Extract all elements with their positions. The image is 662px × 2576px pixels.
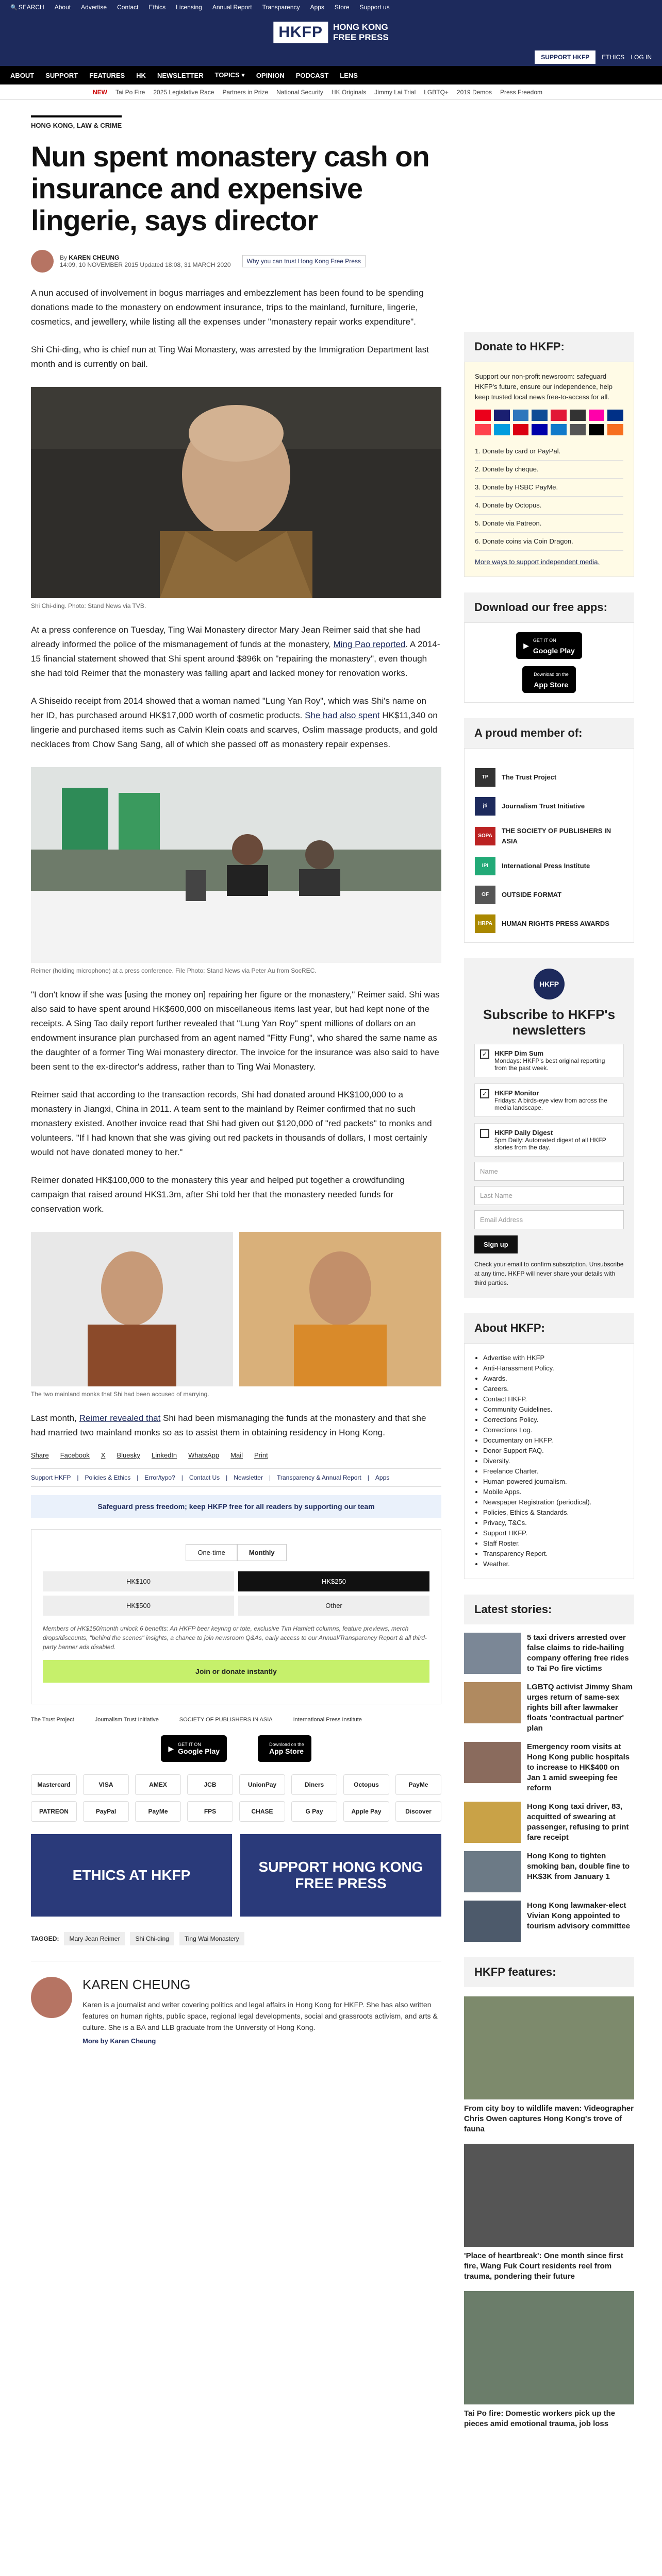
google-play-icon: ▶ bbox=[168, 1744, 174, 1753]
trending-item[interactable]: LGBTQ+ bbox=[424, 88, 449, 96]
payment-logo: PayPal bbox=[83, 1801, 129, 1822]
trust-link[interactable]: Why you can trust Hong Kong Free Press bbox=[242, 255, 366, 267]
trending-item[interactable]: Tai Po Fire bbox=[115, 88, 145, 96]
about-link[interactable]: • Mobile Apps. bbox=[483, 1487, 623, 1497]
article-dates: 14:09, 10 NOVEMBER 2015 Updated 18:08, 31 MARCH 2020 bbox=[60, 261, 231, 268]
about-link[interactable]: • Documentary on HKFP. bbox=[483, 1435, 623, 1446]
features-title: HKFP features: bbox=[464, 1957, 634, 1987]
apps-title: Download our free apps: bbox=[464, 592, 634, 622]
top-link-transparency[interactable]: Transparency bbox=[262, 4, 300, 11]
nav-lens[interactable]: LENS bbox=[340, 71, 358, 79]
checkbox-unchecked[interactable] bbox=[480, 1129, 489, 1138]
photo-caption: Reimer (holding microphone) at a press conference. File Photo: Stand News via Peter Au from SocREC. bbox=[31, 967, 317, 974]
about-link[interactable]: • Careers. bbox=[483, 1384, 623, 1394]
member-logo[interactable]: TP The Trust Project bbox=[475, 768, 623, 787]
member-logo[interactable]: OF OUTSIDE FORMAT bbox=[475, 886, 623, 904]
payment-logo: JCB bbox=[187, 1774, 233, 1795]
app-store-button[interactable]: Download on the App Store bbox=[522, 666, 576, 693]
story-thumbnail bbox=[464, 1682, 521, 1723]
about-link[interactable]: • Weather. bbox=[483, 1559, 623, 1569]
payment-logo: Discover bbox=[395, 1801, 441, 1822]
paragraph: Reimer donated HK$100,000 to the monastery this year and helped put together a crowdfunding campaign that raised around HK$1.3m, after Shi told her that the monastery needed funds for conservation work. bbox=[31, 1175, 405, 1214]
amount-option-other[interactable]: Other bbox=[238, 1596, 429, 1616]
article-title: Nun spent monastery cash on insurance and expensive lingerie, says director bbox=[31, 140, 429, 236]
login-link[interactable]: LOG IN bbox=[631, 54, 652, 61]
nav-support[interactable]: SUPPORT bbox=[45, 71, 78, 79]
member-logo[interactable]: HRPA HUMAN RIGHTS PRESS AWARDS bbox=[475, 914, 623, 933]
story-item[interactable]: Hong Kong lawmaker-elect Vivian Kong appointed to tourism advisory committee bbox=[464, 1901, 634, 1942]
donate-method[interactable]: 2. Donate by cheque. bbox=[475, 461, 623, 479]
about-link[interactable]: • Support HKFP. bbox=[483, 1528, 623, 1538]
share-mail[interactable]: Mail bbox=[230, 1451, 243, 1459]
transparency-link[interactable]: Transparency & Annual Report bbox=[277, 1474, 361, 1481]
support-links: Support HKFP | Policies & Ethics | Error/typo? | Contact Us | Newsletter | Transparency & Annual Report | Apps bbox=[31, 1468, 441, 1487]
tag[interactable]: Ting Wai Monastery bbox=[179, 1932, 244, 1945]
google-play-button[interactable]: ▶ GET IT ON Google Play bbox=[161, 1735, 227, 1762]
story-thumbnail bbox=[464, 1802, 521, 1843]
newsletter-option[interactable]: ✓ HKFP Dim Sum Mondays: HKFP's best original reporting from the past week. bbox=[474, 1044, 624, 1077]
about-link[interactable]: • Corrections Log. bbox=[483, 1425, 623, 1435]
payment-methods bbox=[31, 1774, 441, 1822]
newsletter-option[interactable]: HKFP Daily Digest 5pm Daily: Automated digest of all HKFP stories from the day. bbox=[474, 1123, 624, 1157]
donate-text: Support our non-profit newsroom: safeguard HKFP's future, ensure our independence, help keep trusted local news free-to-access for all. bbox=[475, 372, 613, 401]
story-thumbnail bbox=[464, 1742, 521, 1783]
nav-features[interactable]: FEATURES bbox=[89, 71, 125, 79]
story-item[interactable]: Hong Kong taxi driver, 83, acquitted of swearing at passenger, refusing to print fare receipt bbox=[464, 1802, 634, 1843]
story-item[interactable]: 5 taxi drivers arrested over false claims to ride-hailing company offering free rides to Tai Po fire victims bbox=[464, 1633, 634, 1674]
author-avatar bbox=[31, 1977, 72, 2018]
newsletter-title: Subscribe to HKFP's newsletters bbox=[483, 1007, 616, 1038]
press-conference-photo bbox=[31, 767, 441, 963]
about-panel bbox=[464, 1313, 634, 1579]
top-link-advertise[interactable]: Advertise bbox=[81, 4, 107, 11]
about-link[interactable]: • Donor Support FAQ. bbox=[483, 1446, 623, 1456]
search-link[interactable]: 🔍 SEARCH bbox=[10, 4, 44, 11]
about-link[interactable]: • Anti-Harassment Policy. bbox=[483, 1363, 623, 1374]
nav-newsletter[interactable]: NEWSLETTER bbox=[157, 71, 204, 79]
sidebar bbox=[464, 100, 634, 2429]
author-avatar bbox=[31, 250, 54, 273]
byline: By KAREN CHEUNG 14:09, 10 NOVEMBER 2015 Updated 18:08, 31 MARCH 2020 Why you can trust Hong Kong Free Press bbox=[31, 250, 441, 273]
newsletter-option[interactable]: ✓ HKFP Monitor Fridays: A birds-eye view from across the media landscape. bbox=[474, 1083, 624, 1117]
feature-item[interactable]: From city boy to wildlife maven: Videographer Chris Owen captures Hong Kong's trove of fauna bbox=[464, 1996, 634, 2134]
paragraph: At a press conference on Tuesday, Ting Wai Monastery director Mary Jean Reimer said that she had already informed the police of the mismanagement of funds at the monastery, Ming Pao reported. A 2014-15 financial statement showed that Shi spent around $896k on "repairing the monastery", even though she had told Reimer that the monastery was falling apart and lacked money for renovation works. bbox=[31, 625, 440, 678]
error-link[interactable]: Error/typo? bbox=[144, 1474, 175, 1481]
jti-badge[interactable]: Journalism Trust Initiative bbox=[94, 1717, 159, 1723]
apps-panel bbox=[464, 592, 634, 703]
about-link[interactable]: • Corrections Policy. bbox=[483, 1415, 623, 1425]
ming-pao-link[interactable]: Ming Pao reported bbox=[333, 639, 406, 649]
top-link-support[interactable]: Support us bbox=[359, 4, 390, 11]
donate-method[interactable]: 6. Donate coins via Coin Dragon. bbox=[475, 533, 623, 551]
about-link[interactable]: • Advertise with HKFP bbox=[483, 1353, 623, 1363]
google-play-icon: ▶ bbox=[523, 641, 529, 650]
feature-thumbnail bbox=[464, 1996, 634, 2099]
safeguard-banner[interactable]: Safeguard press freedom; keep HKFP free for all readers by supporting our team bbox=[31, 1495, 441, 1518]
join-donate-button[interactable]: Join or donate instantly bbox=[43, 1660, 429, 1683]
monks-photo bbox=[31, 1232, 441, 1386]
google-play-button[interactable]: ▶ GET IT ON Google Play bbox=[516, 632, 582, 659]
nun-portrait-image bbox=[31, 387, 441, 598]
app-buttons bbox=[31, 1735, 441, 1762]
tag[interactable]: Shi Chi-ding bbox=[130, 1932, 174, 1945]
feature-thumbnail bbox=[464, 2291, 634, 2404]
promo-banners bbox=[31, 1834, 441, 1917]
article bbox=[31, 100, 441, 2045]
sopa-badge[interactable]: SOCIETY OF PUBLISHERS IN ASIA bbox=[179, 1717, 273, 1723]
newsletter-note: Check your email to confirm subscription. Unsubscribe at any time. HKFP will never share your details with third parties. bbox=[474, 1261, 624, 1286]
donate-title: Donate to HKFP: bbox=[464, 332, 634, 362]
top-link-about[interactable]: About bbox=[54, 4, 71, 11]
about-title: About HKFP: bbox=[464, 1313, 634, 1343]
payment-icons bbox=[475, 410, 623, 435]
press-conference-image bbox=[31, 767, 441, 963]
payment-logo: Apple Pay bbox=[343, 1801, 389, 1822]
share-bar bbox=[31, 1451, 441, 1459]
amount-option-selected[interactable]: HK$250 bbox=[238, 1571, 429, 1591]
nav-topics[interactable]: TOPICS ▾ bbox=[214, 71, 245, 79]
first-name-input[interactable]: Name bbox=[474, 1162, 624, 1181]
member-logo[interactable]: IPI International Press Institute bbox=[475, 857, 623, 875]
latest-title: Latest stories: bbox=[464, 1595, 634, 1624]
search-icon: 🔍 bbox=[10, 5, 18, 11]
ethics-banner[interactable]: ETHICS AT HKFP bbox=[31, 1834, 232, 1917]
latest-panel bbox=[464, 1595, 634, 1942]
feature-item[interactable]: Tai Po fire: Domestic workers pick up the pieces amid emotional trauma, job loss bbox=[464, 2291, 634, 2429]
share-print[interactable]: Print bbox=[254, 1451, 268, 1459]
trending-item[interactable]: National Security bbox=[276, 88, 323, 96]
trending-item[interactable]: 2025 Legislative Race bbox=[153, 88, 214, 96]
payment-logo: PATREON bbox=[31, 1801, 77, 1822]
about-link[interactable]: • Privacy, T&Cs. bbox=[483, 1518, 623, 1528]
feature-item[interactable]: 'Place of heartbreak': One month since first fire, Wang Fuk Court residents reel from trauma, pondering their future bbox=[464, 2144, 634, 2282]
paragraph: Last month, Reimer revealed that Shi had been mismanaging the funds at the monastery and that she had married two mainland monks so as to assist them in obtaining residency in Hong Kong. bbox=[31, 1413, 426, 1437]
monks-image bbox=[31, 1232, 441, 1386]
trust-badges bbox=[31, 1717, 441, 1723]
amount-option[interactable]: HK$500 bbox=[43, 1596, 234, 1616]
nun-photo bbox=[31, 387, 441, 598]
payment-logo: FPS bbox=[187, 1801, 233, 1822]
top-link-licensing[interactable]: Licensing bbox=[176, 4, 202, 11]
monthly-tab[interactable]: Monthly bbox=[237, 1544, 287, 1561]
about-link[interactable]: • Awards. bbox=[483, 1374, 623, 1384]
email-input[interactable]: Email Address bbox=[474, 1210, 624, 1229]
policies-link[interactable]: Policies & Ethics bbox=[85, 1474, 131, 1481]
trending-item[interactable]: HK Originals bbox=[331, 88, 367, 96]
nav-about[interactable]: ABOUT bbox=[10, 71, 35, 79]
payment-logo: AMEX bbox=[135, 1774, 181, 1795]
tags: TAGGED: Mary Jean Reimer Shi Chi-ding Ting Wai Monastery bbox=[31, 1932, 441, 1945]
tag[interactable]: Mary Jean Reimer bbox=[64, 1932, 125, 1945]
masthead bbox=[0, 14, 662, 66]
trust-project-badge[interactable]: The Trust Project bbox=[31, 1717, 74, 1723]
paragraph: A Shiseido receipt from 2014 showed that a woman named "Lung Yan Roy", which was Shi's name on her ID, has purchased around HK$17,000 worth of cosmetic products. She had also spent HK$11,340 on lingerie and purchased items such as Calvin Klein coats and scarves, Oslim massage products, and gold necklaces from Chow Sang Sang, all of which she passed off as monastery repair expenses. bbox=[31, 696, 438, 749]
share-whatsapp[interactable]: WhatsApp bbox=[188, 1451, 220, 1459]
app-store-button[interactable]: Download on the App Store bbox=[258, 1735, 311, 1762]
reimer-revealed-link[interactable]: Reimer revealed that bbox=[79, 1413, 161, 1423]
about-link[interactable]: • Newspaper Registration (periodical). bbox=[483, 1497, 623, 1507]
member-title: A proud member of: bbox=[464, 718, 634, 748]
support-hkfp-button[interactable]: SUPPORT HKFP bbox=[535, 50, 595, 64]
member-panel bbox=[464, 718, 634, 943]
author-link[interactable]: KAREN CHEUNG bbox=[69, 254, 120, 261]
story-item[interactable]: Emergency room visits at Hong Kong public hospitals to increase to HK$400 on Jan 1 amid sweeping fee reform bbox=[464, 1742, 634, 1793]
about-list bbox=[464, 1343, 634, 1579]
top-link-contact[interactable]: Contact bbox=[117, 4, 139, 11]
share-label: Share bbox=[31, 1451, 49, 1459]
apps-link[interactable]: Apps bbox=[375, 1474, 390, 1481]
trending-bar bbox=[0, 84, 662, 100]
share-bluesky[interactable]: Bluesky bbox=[117, 1451, 140, 1459]
last-name-input[interactable]: Last Name bbox=[474, 1186, 624, 1205]
payment-logo: UnionPay bbox=[239, 1774, 285, 1795]
payment-logo: Octopus bbox=[343, 1774, 389, 1795]
more-by-author-link[interactable]: More by Karen Cheung bbox=[82, 2037, 156, 2045]
share-facebook[interactable]: Facebook bbox=[60, 1451, 90, 1459]
paragraph: Reimer said that according to the transaction records, Shi had donated around HK$100,000 to a monastery in Jiangxi, China in 2011. A team sent to the mainland by Reimer confirmed that no such monastery existed. Another invoice read that Shi had given out $120,000 of "red packets" to monks and volunteers. "If I had known that she was giving out red packets in thousands of dollars, I most certainly would not have donated money to her." bbox=[31, 1090, 432, 1157]
trending-item[interactable]: 2019 Demos bbox=[456, 88, 492, 96]
sign-up-button[interactable]: Sign up bbox=[474, 1235, 518, 1253]
top-link-annual-report[interactable]: Annual Report bbox=[212, 4, 252, 11]
membership-note: Members of HK$150/month unlock 6 benefits: An HKFP beer keyring or tote, exclusive Tim Hamlett columns, feature previews, merch drops/discounts, "behind the scenes" insights, a chance to join newsroom Q&As, early access to our Annual/Transparency Report & all third-party banner ads disabled. bbox=[43, 1625, 427, 1651]
feature-thumbnail bbox=[464, 2144, 634, 2247]
ipi-badge[interactable]: International Press Institute bbox=[293, 1717, 362, 1723]
top-bar bbox=[0, 0, 662, 14]
nav-opinion[interactable]: OPINION bbox=[256, 71, 285, 79]
payment-logo: PayMe bbox=[135, 1801, 181, 1822]
checkbox-checked[interactable]: ✓ bbox=[480, 1049, 489, 1059]
about-link[interactable]: • Community Guidelines. bbox=[483, 1404, 623, 1415]
amount-option[interactable]: HK$100 bbox=[43, 1571, 234, 1591]
about-link[interactable]: • Diversity. bbox=[483, 1456, 623, 1466]
site-logo[interactable]: HKFP HONG KONG FREE PRESS bbox=[273, 22, 388, 43]
paragraph: A nun accused of involvement in bogus marriages and embezzlement has been found to be spending donations made to the monastery on endowment insurance, trips to the mainland, furniture, lingerie, cosmetics, and jewellery, while listing all the expenses under "monastery repair works expenditure". bbox=[31, 288, 424, 327]
about-link[interactable]: • Freelance Charter. bbox=[483, 1466, 623, 1477]
new-badge: NEW bbox=[93, 88, 107, 96]
share-x[interactable]: X bbox=[101, 1451, 106, 1459]
author-bio bbox=[31, 1961, 441, 2045]
payment-logo: Mastercard bbox=[31, 1774, 77, 1795]
top-link-apps[interactable]: Apps bbox=[310, 4, 324, 11]
top-link-store[interactable]: Store bbox=[334, 4, 350, 11]
newsletter-panel bbox=[464, 958, 634, 1298]
donate-method[interactable]: 3. Donate by HSBC PayMe. bbox=[475, 479, 623, 497]
more-ways-link[interactable]: More ways to support independent media. bbox=[475, 558, 600, 566]
member-logo[interactable]: jti Journalism Trust Initiative bbox=[475, 797, 623, 816]
payment-logo: PayMe bbox=[395, 1774, 441, 1795]
about-link[interactable]: • Contact HKFP. bbox=[483, 1394, 623, 1404]
checkbox-checked[interactable]: ✓ bbox=[480, 1089, 489, 1098]
contact-link[interactable]: Contact Us bbox=[189, 1474, 220, 1481]
share-linkedin[interactable]: LinkedIn bbox=[152, 1451, 177, 1459]
trending-item[interactable]: Press Freedom bbox=[500, 88, 542, 96]
also-spent-link[interactable]: She had also spent bbox=[305, 710, 380, 720]
ethics-link[interactable]: ETHICS bbox=[602, 54, 625, 61]
payment-logo: CHASE bbox=[239, 1801, 285, 1822]
author-name: KAREN CHEUNG bbox=[82, 1977, 191, 1992]
donate-method[interactable]: 5. Donate via Patreon. bbox=[475, 515, 623, 533]
photo-caption: Shi Chi-ding. Photo: Stand News via TVB. bbox=[31, 602, 146, 609]
trending-item[interactable]: Partners in Prize bbox=[222, 88, 269, 96]
story-item[interactable]: Hong Kong to tighten smoking ban, double fine to HK$3K from January 1 bbox=[464, 1851, 634, 1892]
about-link[interactable]: • Transparency Report. bbox=[483, 1549, 623, 1559]
features-panel bbox=[464, 1957, 634, 2429]
author-description: Karen is a journalist and writer covering politics and legal affairs in Hong Kong for HKFP. She has also written features on human rights, public space, regional legal developments, social and grassroots activism, and arts & culture. She is a BA and LLB graduate from the University of Hong Kong. bbox=[82, 2001, 438, 2031]
donate-method[interactable]: 4. Donate by Octopus. bbox=[475, 497, 623, 515]
about-link[interactable]: • Policies, Ethics & Standards. bbox=[483, 1507, 623, 1518]
article-category[interactable]: HONG KONG, LAW & CRIME bbox=[31, 115, 122, 129]
payment-logo: Diners bbox=[291, 1774, 337, 1795]
hkfp-logo-icon: HKFP bbox=[534, 969, 565, 999]
paragraph: "I don't know if she was [using the money on] repairing her figure or the monastery," Reimer said. Shi was also said to have spent around HK$600,000 on miscellaneous items last year, but had kept none of the receipts. A Sing Tao daily report further revealed that "Lung Yan Roy" spent millions of dollars on an endowment insurance plan purchased from an agent named "Fitty Fung", who shared the same name as the daughter of a former Ting Wai monastery director. The invoice for the insurance was also said to have been sent to the ex-director's address, rather than to Ting Wai Monastery. bbox=[31, 990, 440, 1072]
donate-methods bbox=[475, 443, 623, 551]
about-link[interactable]: • Staff Roster. bbox=[483, 1538, 623, 1549]
payment-logo: VISA bbox=[83, 1774, 129, 1795]
story-thumbnail bbox=[464, 1901, 521, 1942]
one-time-tab[interactable]: One-time bbox=[186, 1544, 237, 1561]
photo-caption: The two mainland monks that Shi had been accused of marrying. bbox=[31, 1391, 209, 1398]
nav-hk[interactable]: HK bbox=[136, 71, 146, 79]
top-link-ethics[interactable]: Ethics bbox=[148, 4, 166, 11]
support-link[interactable]: Support HKFP bbox=[31, 1474, 71, 1481]
trending-item[interactable]: Jimmy Lai Trial bbox=[374, 88, 416, 96]
story-item[interactable]: LGBTQ activist Jimmy Sham urges return of same-sex rights bill after lawmaker floats 'contractual partner' plan bbox=[464, 1682, 634, 1734]
donate-method[interactable]: 1. Donate by card or PayPal. bbox=[475, 443, 623, 461]
donate-widget bbox=[31, 1529, 441, 1704]
payment-logo: G Pay bbox=[291, 1801, 337, 1822]
story-thumbnail bbox=[464, 1851, 521, 1892]
main-nav bbox=[0, 66, 662, 84]
about-link[interactable]: • Human-powered journalism. bbox=[483, 1477, 623, 1487]
donate-panel bbox=[464, 332, 634, 577]
member-logo[interactable]: SOPA THE SOCIETY OF PUBLISHERS IN ASIA bbox=[475, 826, 623, 846]
story-thumbnail bbox=[464, 1633, 521, 1674]
paragraph: Shi Chi-ding, who is chief nun at Ting Wai Monastery, was arrested by the Immigration Department last month and is currently on bail. bbox=[31, 345, 429, 369]
support-banner[interactable]: SUPPORT HONG KONG FREE PRESS bbox=[240, 1834, 441, 1917]
nav-podcast[interactable]: PODCAST bbox=[295, 71, 329, 79]
newsletter-link[interactable]: Newsletter bbox=[234, 1474, 263, 1481]
